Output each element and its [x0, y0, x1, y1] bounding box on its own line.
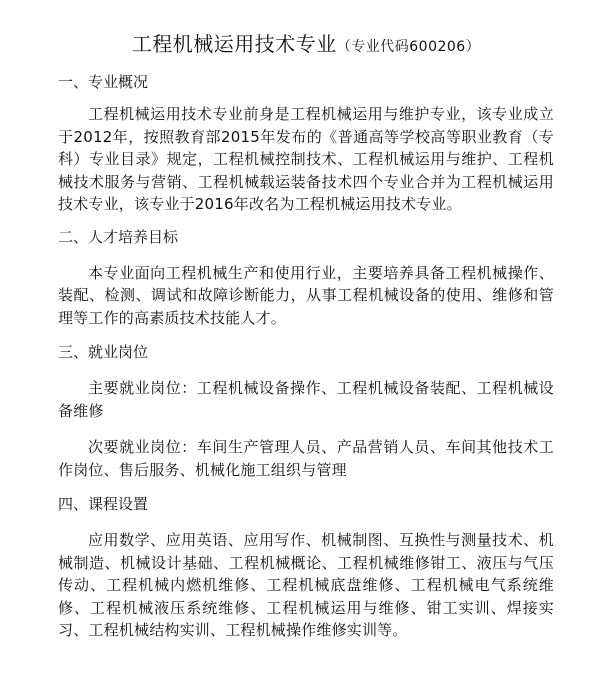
- title-text: 工程机械运用技术专业: [131, 32, 337, 56]
- section-heading-courses: 四、课程设置: [58, 495, 149, 513]
- secondary-jobs-paragraph: 次要就业岗位：车间生产管理人员、产品营销人员、车间其他技术工作岗位、售后服务、机械化施工组织与管理: [58, 438, 554, 479]
- primary-jobs-paragraph: 主要就业岗位：工程机械设备操作、工程机械设备装配、工程机械设备维修: [58, 379, 554, 420]
- section-heading-training-goal: 二、人才培养目标: [58, 227, 179, 246]
- document-page: [0, 30, 607, 681]
- major-code: （专业代码600206）: [336, 39, 481, 55]
- section-heading-jobs: 三、就业岗位: [58, 343, 149, 361]
- document-title: [58, 30, 554, 61]
- courses-paragraph: 应用数学、应用英语、应用写作、机械制图、互换性与测量技术、机械制造、机械设计基础、工程机械概论、工程机械维修钳工、液压与气压传动、工程机械内燃机维修、工程机械底盘维修、工程机械电气系统维修、工程机械液压系统维修、工程机械运用与维修、钳工实训、焊接实习、工程机械结构实训、工程机械操作维修实训等。: [58, 531, 554, 639]
- section-heading-overview: 一、专业概况: [58, 73, 149, 91]
- overview-paragraph: 工程机械运用技术专业前身是工程机械运用与维护专业，该专业成立于2012年，按照教育部2015年发布的《普通高等学校高等职业教育（专科）专业目录》规定，工程机械控制技术、工程机械运用与维护、工程机械技术服务与营销、工程机械载运装备技术四个专业合并为工程机械运用技术专业，该专业于2016年改名为工程机械运用技术专业。: [58, 105, 554, 213]
- training-goal-paragraph: 本专业面向工程机械生产和使用行业，主要培养具备工程机械操作、装配、检测、调试和故障诊断能力，从事工程机械设备的使用、维修和管理等工作的高素质技术技能人才。: [58, 263, 554, 327]
